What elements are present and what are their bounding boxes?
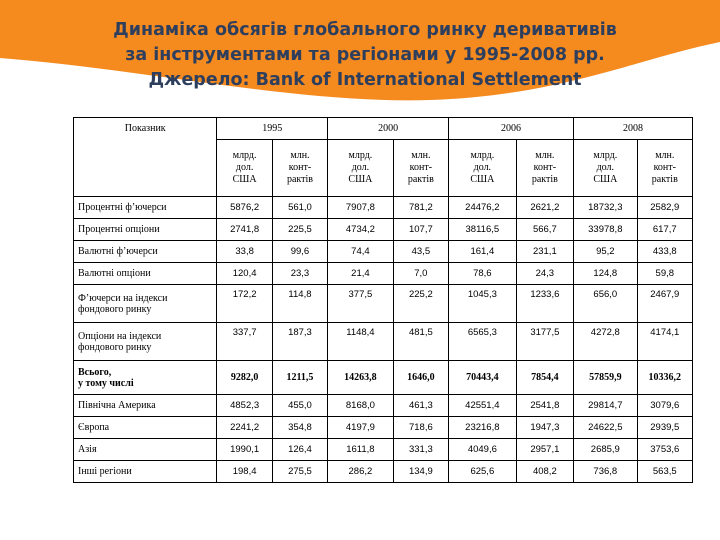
table-cell: 161,4 <box>449 241 517 263</box>
table-cell: 718,6 <box>393 417 448 439</box>
table-cell: 124,8 <box>574 263 638 285</box>
table-row <box>74 241 693 263</box>
table-cell: 4734,2 <box>328 219 394 241</box>
table-cell: 4049,6 <box>449 439 517 461</box>
header-year-2000: 2000 <box>328 118 449 140</box>
table-cell: 4197,9 <box>328 417 394 439</box>
header-year-1995: 1995 <box>217 118 328 140</box>
table-cell: 107,7 <box>393 219 448 241</box>
unit-contracts: млн. конт- рактів <box>272 140 327 197</box>
unit-contracts: млн. конт- рактів <box>393 140 448 197</box>
table-row <box>74 361 693 395</box>
table-cell: 2741,8 <box>217 219 272 241</box>
table-row <box>74 439 693 461</box>
table-cell: 10336,2 <box>637 361 692 395</box>
unit-usd: млрд. дол. США <box>217 140 272 197</box>
table-cell: 354,8 <box>272 417 327 439</box>
table-cell: 3079,6 <box>637 395 692 417</box>
table-row <box>74 219 693 241</box>
table-cell: 1148,4 <box>328 323 394 361</box>
table-cell: 8168,0 <box>328 395 394 417</box>
table-cell: 2957,1 <box>516 439 573 461</box>
table-cell: 481,5 <box>393 323 448 361</box>
table-cell: 563,5 <box>637 461 692 483</box>
row-label: Північна Америка <box>74 395 217 417</box>
table-cell: 1947,3 <box>516 417 573 439</box>
row-label: Опціони на індекси фондового ринку <box>74 323 217 361</box>
table-cell: 5876,2 <box>217 197 272 219</box>
table-cell: 6565,3 <box>449 323 517 361</box>
table-cell: 187,3 <box>272 323 327 361</box>
table-cell: 3753,6 <box>637 439 692 461</box>
table-cell: 172,2 <box>217 285 272 323</box>
table-cell: 38116,5 <box>449 219 517 241</box>
table-cell: 95,2 <box>574 241 638 263</box>
table-cell: 656,0 <box>574 285 638 323</box>
table-cell: 74,4 <box>328 241 394 263</box>
table-cell: 18732,3 <box>574 197 638 219</box>
table-row <box>74 263 693 285</box>
table-cell: 408,2 <box>516 461 573 483</box>
table-cell: 331,3 <box>393 439 448 461</box>
table-cell: 2241,2 <box>217 417 272 439</box>
derivatives-table <box>73 117 693 483</box>
table-cell: 231,1 <box>516 241 573 263</box>
table-cell: 3177,5 <box>516 323 573 361</box>
table-cell: 24,3 <box>516 263 573 285</box>
table-cell: 29814,7 <box>574 395 638 417</box>
title-line-2: за інструментами та регіонами у 1995-2008 рр. <box>125 45 605 65</box>
table-cell: 2685,9 <box>574 439 638 461</box>
table-cell: 625,6 <box>449 461 517 483</box>
table-cell: 1611,8 <box>328 439 394 461</box>
table-cell: 566,7 <box>516 219 573 241</box>
table-cell: 23216,8 <box>449 417 517 439</box>
row-label: Валютні опціони <box>74 263 217 285</box>
header-year-2008: 2008 <box>574 118 693 140</box>
table-cell: 9282,0 <box>217 361 272 395</box>
table-cell: 70443,4 <box>449 361 517 395</box>
table-row <box>74 197 693 219</box>
table-cell: 24476,2 <box>449 197 517 219</box>
table-cell: 2939,5 <box>637 417 692 439</box>
table-cell: 23,3 <box>272 263 327 285</box>
table-cell: 2541,8 <box>516 395 573 417</box>
table-cell: 736,8 <box>574 461 638 483</box>
table-cell: 433,8 <box>637 241 692 263</box>
title-line-1: Динаміка обсягів глобального ринку деривативів <box>113 20 617 40</box>
table-cell: 33978,8 <box>574 219 638 241</box>
row-label: Інші регіони <box>74 461 217 483</box>
table-cell: 337,7 <box>217 323 272 361</box>
table-cell: 33,8 <box>217 241 272 263</box>
table-cell: 99,6 <box>272 241 327 263</box>
table-cell: 455,0 <box>272 395 327 417</box>
table-cell: 1211,5 <box>272 361 327 395</box>
table-cell: 275,5 <box>272 461 327 483</box>
table-cell: 78,6 <box>449 263 517 285</box>
table-cell: 7907,8 <box>328 197 394 219</box>
table-cell: 134,9 <box>393 461 448 483</box>
table-row <box>74 461 693 483</box>
unit-contracts: млн. конт- рактів <box>516 140 573 197</box>
table-row <box>74 395 693 417</box>
header-year-2006: 2006 <box>449 118 574 140</box>
table-cell: 4174,1 <box>637 323 692 361</box>
table-row <box>74 323 693 361</box>
table-cell: 14263,8 <box>328 361 394 395</box>
table-body <box>74 197 693 483</box>
table-cell: 225,2 <box>393 285 448 323</box>
table-cell: 42551,4 <box>449 395 517 417</box>
page-title <box>60 18 670 93</box>
table-cell: 377,5 <box>328 285 394 323</box>
table-cell: 2467,9 <box>637 285 692 323</box>
table-row <box>74 417 693 439</box>
row-label: Процентні ф’ючерси <box>74 197 217 219</box>
table-cell: 1646,0 <box>393 361 448 395</box>
table-cell: 2582,9 <box>637 197 692 219</box>
table-cell: 561,0 <box>272 197 327 219</box>
title-line-3: Джерело: Bank of International Settlement <box>148 70 582 90</box>
table-cell: 617,7 <box>637 219 692 241</box>
table-cell: 120,4 <box>217 263 272 285</box>
header-indicator: Показник <box>74 118 217 197</box>
table-row <box>74 285 693 323</box>
unit-usd: млрд. дол. США <box>449 140 517 197</box>
table-cell: 114,8 <box>272 285 327 323</box>
table-cell: 59,8 <box>637 263 692 285</box>
table-cell: 7854,4 <box>516 361 573 395</box>
row-label: Валютні ф’ючерси <box>74 241 217 263</box>
table-cell: 225,5 <box>272 219 327 241</box>
unit-usd: млрд. дол. США <box>328 140 394 197</box>
table-cell: 198,4 <box>217 461 272 483</box>
table-cell: 4852,3 <box>217 395 272 417</box>
row-label: Ф’ючерси на індекси фондового ринку <box>74 285 217 323</box>
table-cell: 57859,9 <box>574 361 638 395</box>
row-label: Азія <box>74 439 217 461</box>
unit-contracts: млн. конт- рактів <box>637 140 692 197</box>
table-cell: 461,3 <box>393 395 448 417</box>
row-label: Процентні опціони <box>74 219 217 241</box>
table-cell: 24622,5 <box>574 417 638 439</box>
table-cell: 2621,2 <box>516 197 573 219</box>
table-cell: 7,0 <box>393 263 448 285</box>
table-cell: 43,5 <box>393 241 448 263</box>
table-cell: 1233,6 <box>516 285 573 323</box>
unit-usd: млрд. дол. США <box>574 140 638 197</box>
table-cell: 4272,8 <box>574 323 638 361</box>
table-cell: 1990,1 <box>217 439 272 461</box>
table-cell: 286,2 <box>328 461 394 483</box>
table-cell: 21,4 <box>328 263 394 285</box>
table-cell: 126,4 <box>272 439 327 461</box>
row-label: Європа <box>74 417 217 439</box>
table-cell: 1045,3 <box>449 285 517 323</box>
table-cell: 781,2 <box>393 197 448 219</box>
row-label: Всього, у тому числі <box>74 361 217 395</box>
